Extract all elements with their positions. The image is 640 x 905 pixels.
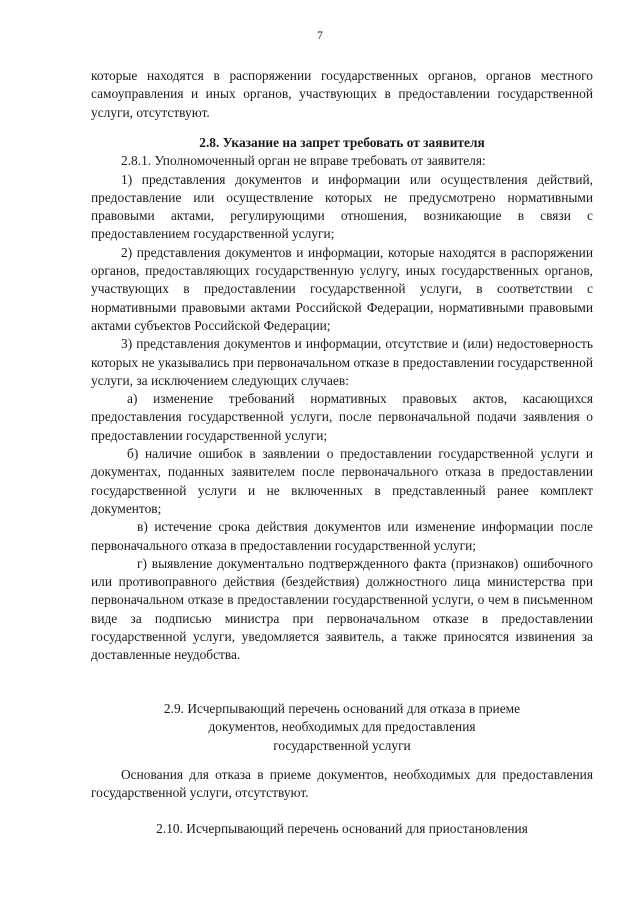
sub-item-g: г) выявление документально подтвержденного факта (признаков) ошибочного или противоправного действия (бездействия) должностного лица министерства при первоначальном отказе в предоставлении государственной услуги, о чем в письменном виде за подписью министра при первоначальном отказе в предоставлении государственной услуги, уведомляется заявитель, а также приносятся извинения за доставленные неудобства. <box>91 555 593 663</box>
intro-paragraph: которые находятся в распоряжении государственных органов, органов местного самоуправления и иных органов, участвующих в предоставлении государственной услуги, отсутствуют. <box>91 68 593 120</box>
section-2-10-title <box>91 820 593 838</box>
sub-item-a: а) изменение требований нормативных правовых актов, касающихся предоставления государственной услуги, после первоначальной подачи заявления о предоставлении государственной услуги; <box>91 391 593 443</box>
paragraph-2-8-1: 2.8.1. Уполномоченный орган не вправе требовать от заявителя: <box>121 153 486 169</box>
section-2-9-title-line-1: 2.9. Исчерпывающий перечень оснований для отказа в приеме <box>163 701 521 716</box>
section-2-8 <box>91 114 593 665</box>
sub-item-b: б) наличие ошибок в заявлении о предоставлении государственной услуги и документах, поданных заявителем после первоначального отказа в предоставлении государственной услуги и не включенных в представленный ранее комплект документов; <box>91 446 593 516</box>
list-item-2: 2) представления документов и информации, которые находятся в распоряжении органов, предоставляющих государственную услугу, иных государственных органов, участвующих в предоставлении государственной услуги, в соответствии с нормативными правовыми актами Российской Федерации, нормативными правовыми актами субъектов Российской Федерации; <box>91 244 593 333</box>
section-2-10-title-line-1: 2.10. Исчерпывающий перечень оснований для приостановления <box>156 821 528 836</box>
page-number: 7 <box>317 30 323 42</box>
list-item-3: 3) представления документов и информации, отсутствие и (или) недостоверность которых не указывались при первоначальном отказе в предоставлении государственной услуги, за исключением следующих случаев: <box>91 336 593 388</box>
section-2-9-title <box>91 700 593 755</box>
sub-item-v: в) истечение срока действия документов или изменение информации после первоначального отказа в предоставлении государственной услуги; <box>91 519 593 553</box>
section-2-9-title-line-3: государственной услуги <box>273 737 411 753</box>
section-2-9-body-block <box>91 766 593 803</box>
section-2-8-heading: 2.8. Указание на запрет требовать от заявителя <box>199 135 485 150</box>
section-2-9-body: Основания для отказа в приеме документов, необходимых для предоставления государственной услуги, отсутствуют. <box>91 767 593 801</box>
section-2-9-title-line-2: документов, необходимых для предоставления <box>208 719 476 735</box>
list-item-1: 1) представления документов и информации или осуществления действий, предоставление или осуществление которых не предусмотрено нормативными правовыми актами, регулирующими отношения, возникающие в связи с предоставлением государственной услуги; <box>91 171 593 242</box>
